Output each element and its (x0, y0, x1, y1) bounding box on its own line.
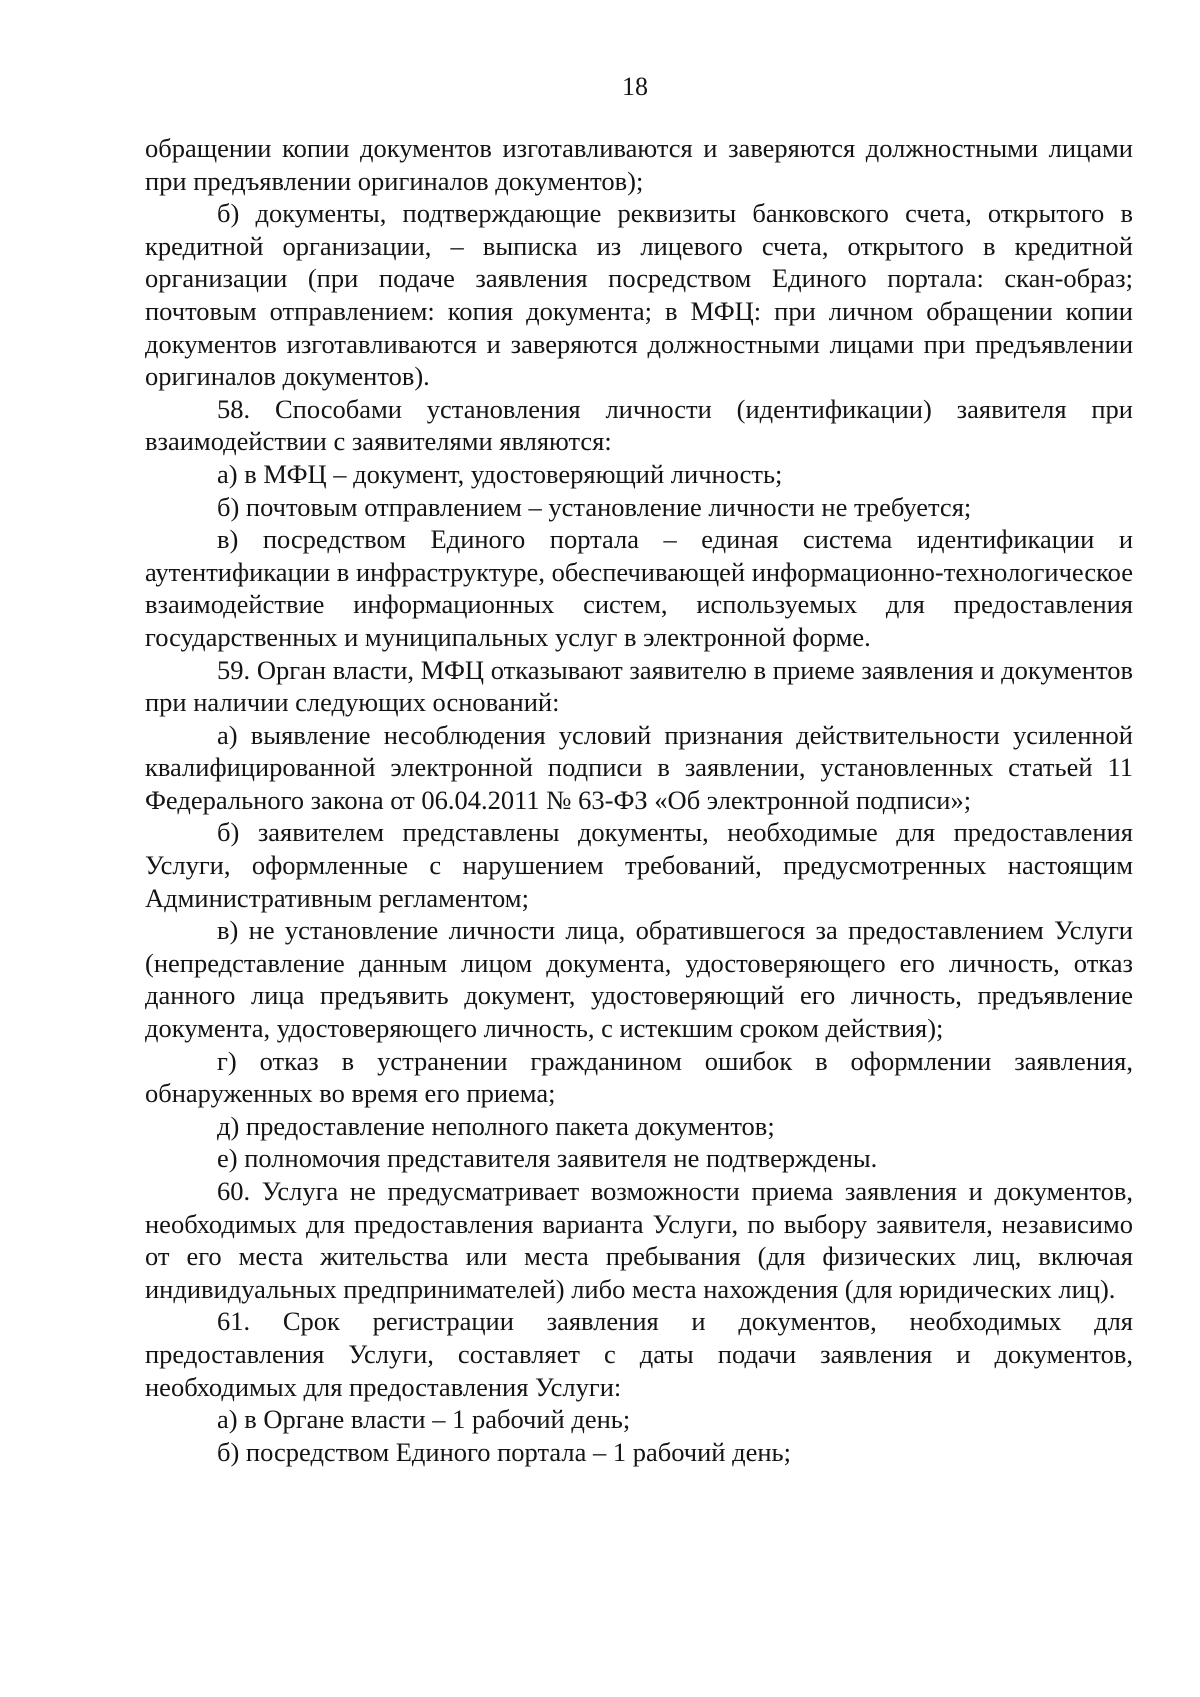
list-item: а) в Органе власти – 1 рабочий день; (217, 1404, 631, 1435)
list-item: а) в МФЦ – документ, удостоверяющий личность; (217, 458, 783, 489)
paragraph: 60. Услуга не предусматривает возможности приема заявления и документов, необходимых для предоставления варианта Услуги, по выбору заявителя, независимо от его места жительства или места пребывания (для физических лиц, включая индивидуальных предпринимателей) либо места нахождения (для юридических лиц). (145, 1176, 1133, 1304)
list-item: в) посредством Единого портала – единая система идентификации и аутентификации в инфраструктуре, обеспечивающей информационно-технологическое взаимодействие информационных систем, используемых для предоставления государственных и муниципальных услуг в электронной форме. (145, 524, 1133, 652)
list-item: г) отказ в устранении гражданином ошибок в оформлении заявления, обнаруженных во время его приема; (145, 1045, 1133, 1109)
paragraph: 61. Срок регистрации заявления и документов, необходимых для предоставления Услуги, составляет с даты подачи заявления и документов, необходимых для предоставления Услуги: (145, 1306, 1133, 1402)
paragraph: 59. Орган власти, МФЦ отказывают заявителю в приеме заявления и документов при наличии следующих оснований: (145, 654, 1133, 718)
list-item: б) посредством Единого портала – 1 рабочий день; (217, 1436, 791, 1467)
list-item: а) выявление несоблюдения условий признания действительности усиленной квалифицированной электронной подписи в заявлении, установленных статьей 11 Федерального закона от 06.04.2011 № 63-ФЗ «Об электронной подписи»; (145, 719, 1133, 815)
paragraph: обращении копии документов изготавливаются и заверяются должностными лицами при предъявлении оригиналов документов); (145, 133, 1133, 196)
list-item: б) почтовым отправлением – установление личности не требуется; (217, 491, 972, 522)
paragraph: 58. Способами установления личности (идентификации) заявителя при взаимодействии с заявителями являются: (145, 393, 1133, 457)
list-item: б) заявителем представлены документы, необходимые для предоставления Услуги, оформленные с нарушением требований, предусмотренных настоящим Административным регламентом; (145, 817, 1133, 913)
document-body (145, 132, 1133, 1468)
list-item: в) не установление личности лица, обратившегося за предоставлением Услуги (непредставление данным лицом документа, удостоверяющего его личность, отказ данного лица предъявить документ, удостоверяющий его личность, предъявление документа, удостоверяющего личность, с истекшим сроком действия); (145, 915, 1133, 1044)
page-number: 18 (622, 72, 648, 101)
list-item: д) предоставление неполного пакета документов; (217, 1110, 775, 1141)
list-item: е) полномочия представителя заявителя не подтверждены. (217, 1143, 878, 1174)
paragraph: б) документы, подтверждающие реквизиты банковского счета, открытого в кредитной организации, – выписка из лицевого счета, открытого в кредитной организации (при подаче заявления посредством Единого портала: скан-образ; почтовым отправлением: копия документа; в МФЦ: при личном обращении копии документов изготавливаются и заверяются должностными лицами при предъявлении оригиналов документов). (145, 198, 1133, 392)
